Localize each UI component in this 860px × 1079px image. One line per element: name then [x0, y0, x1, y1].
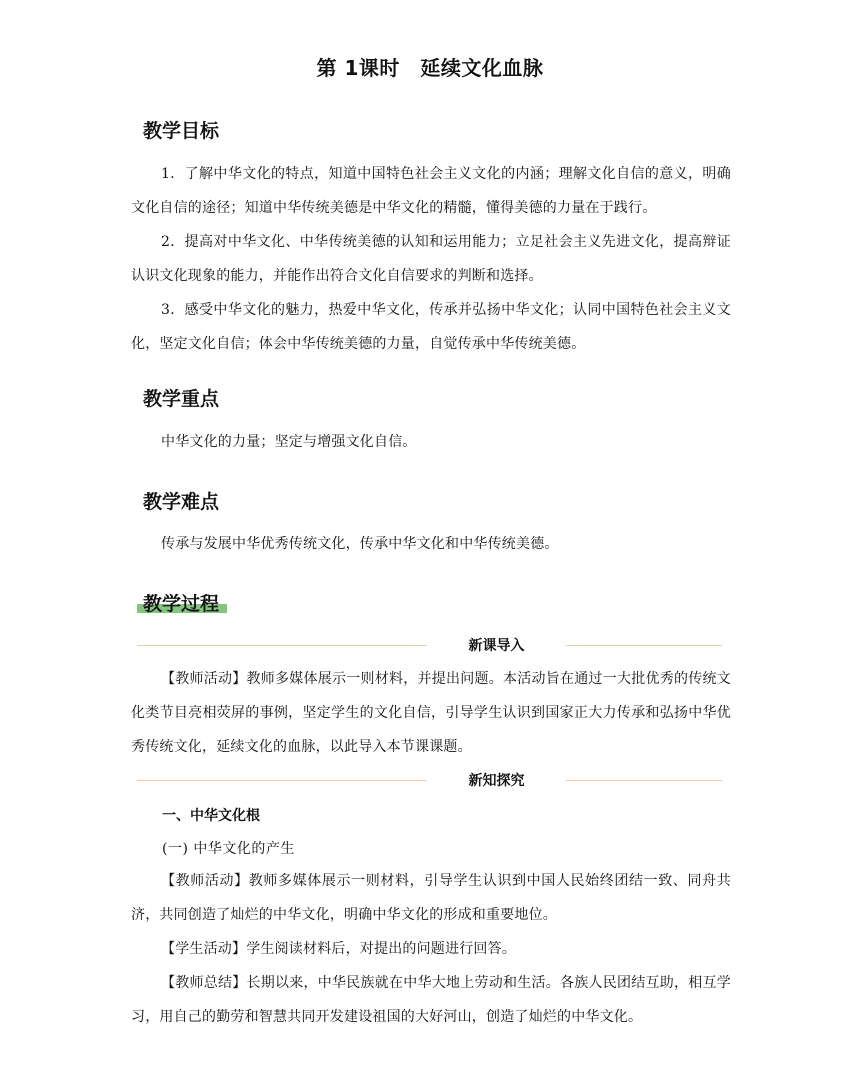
process-heading: 教学过程	[143, 593, 220, 615]
objectives-heading: 教学目标	[143, 120, 220, 142]
objective-item-3: 3．感受中华文化的魅力，热爱中华文化，传承并弘扬中华文化；认同中国特色社会主义文化，坚定文化自信；体会中华传统美德的力量，自觉传承中华传统美德。	[131, 302, 731, 352]
teacher-summary: 【教师总结】长期以来，中华民族就在中华大地上劳动和生活。各族人民团结互助，相互学习，用自己的勤劳和智慧共同开发建设祖国的大好河山，创造了灿烂的中华文化。	[131, 975, 731, 1025]
key-points-text: 中华文化的力量；坚定与增强文化自信。	[161, 434, 417, 450]
part-one-heading: 一、中华文化根	[162, 808, 260, 824]
objective-item-1: 1．了解中华文化的特点，知道中国特色社会主义文化的内涵；理解文化自信的意义，明确文化自信的途径；知道中华传统美德是中华文化的精髓，懂得美德的力量在于践行。	[131, 166, 731, 216]
intro-label: 新课导入	[427, 636, 566, 656]
difficulties-text: 传承与发展中华优秀传统文化，传承中华文化和中华传统美德。	[161, 536, 559, 552]
difficulties-heading: 教学难点	[143, 491, 220, 513]
explore-label: 新知探究	[427, 771, 566, 791]
student-activity: 【学生活动】学生阅读材料后，对提出的问题进行回答。	[161, 941, 516, 957]
teacher-activity: 【教师活动】教师多媒体展示一则材料，引导学生认识到中国人民始终团结一致、同舟共济，共同创造了灿烂的中华文化，明确中华文化的形成和重要地位。	[131, 873, 731, 923]
explore-divider	[137, 771, 722, 791]
intro-text: 【教师活动】教师多媒体展示一则材料，并提出问题。本活动旨在通过一大批优秀的传统文化类节目亮相荧屏的事例，坚定学生的文化自信，引导学生认识到国家正大力传承和弘扬中华优秀传统文化，延续文化的血脉，以此导入本节课课题。	[131, 671, 731, 755]
sub-one-heading: (一) 中华文化的产生	[162, 841, 295, 857]
intro-divider	[137, 636, 722, 656]
key-points-heading: 教学重点	[143, 388, 220, 410]
objective-item-2: 2．提高对中华文化、中华传统美德的认知和运用能力；立足社会主义先进文化，提高辩证认识文化现象的能力，并能作出符合文化自信要求的判断和选择。	[131, 234, 731, 284]
page-title: 第 1课时 延续文化血脉	[316, 56, 544, 80]
